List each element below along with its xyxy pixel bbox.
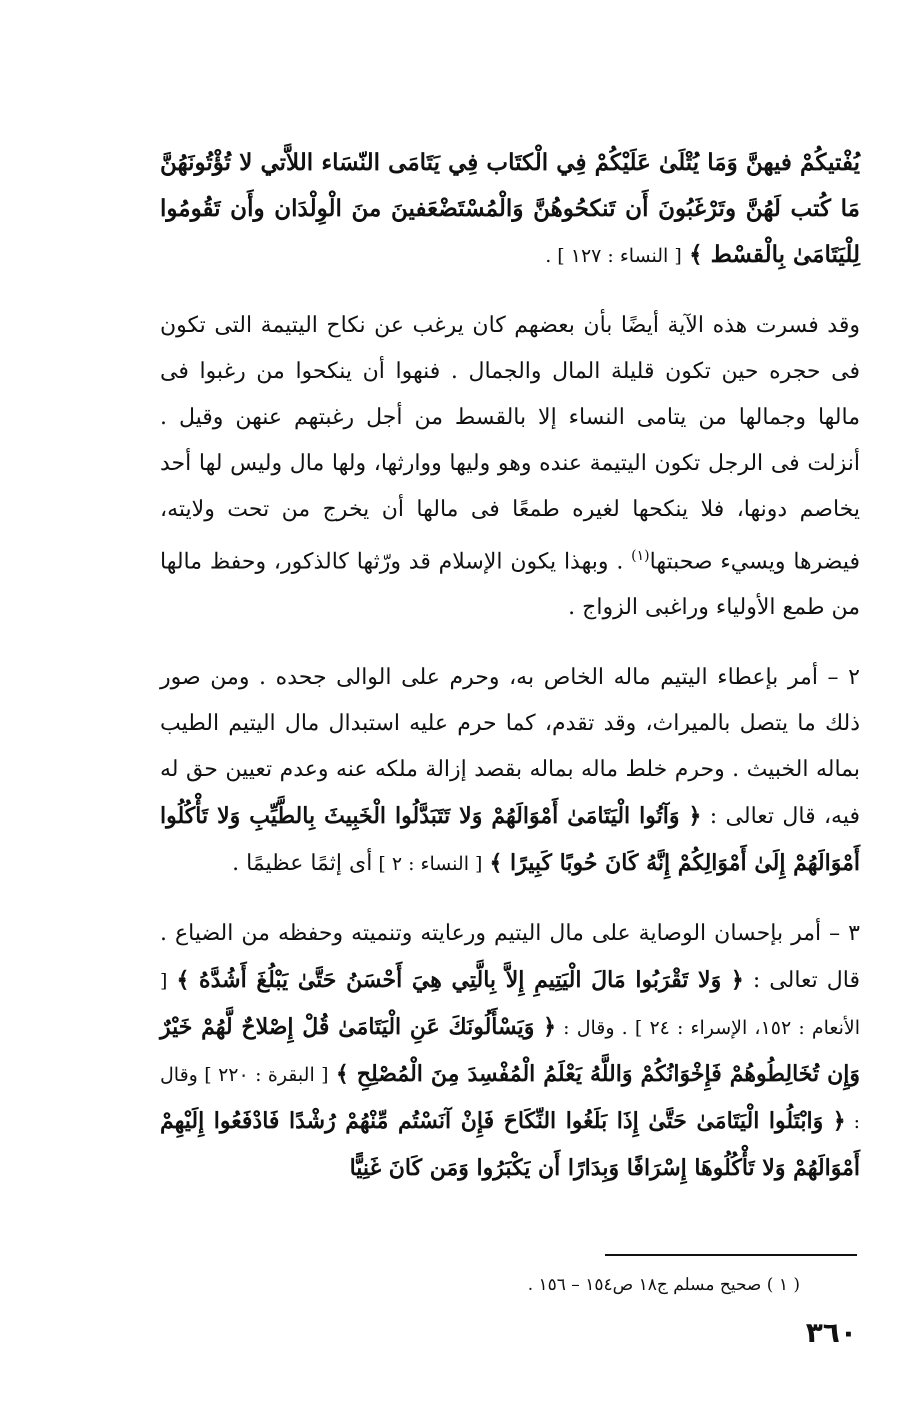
verse-reference: [ النساء : ١٢٧ ] . [545,245,682,267]
verse-reference: [ الأنعام : ١٥٢، الإسراء : ٢٤ ] . وقال : [160,970,860,1040]
point-2 [160,655,860,887]
point-3 [160,911,860,1192]
page-body [160,140,860,1216]
point-2-tail: أى إثمًا عظيمًا . [232,851,373,877]
paragraph-1-end: . وبهذا يكون الإسلام قد ورّثها كالذكور، وحفظ مالها من طمع الأولياء وراغبى الزواج . [160,549,860,621]
paragraph-1 [160,303,860,631]
quran-verse: ﴿ وَابْتَلُوا الْيَتَامَىٰ حَتَّىٰ إِذَا بَلَغُوا النِّكَاحَ فَإِنْ آنَسْتُم مِّنْهُمْ رُشْدًا فَادْفَعُوا إِلَيْهِمْ أَمْوَالَهُمْ وَلا تَأْكُلُوهَا إِسْرَافًا وَبِدَارًا أَن يَكْبَرُوا وَمَن كَانَ غَنِيًّا [160,1108,860,1182]
footnote: ( ١ ) صحيح مسلم ج١٨ ص١٥٤ – ١٥٦ . [527,1275,800,1295]
quran-verse: ﴿ وَلا تَقْرَبُوا مَالَ الْيَتِيمِ إِلاَّ بِالَّتِي هِيَ أَحْسَنُ حَتَّىٰ يَبْلُغَ أَشُدَّهُ ﴾ [176,967,744,994]
quran-verse: يُفْتيكُمْ فيهنَّ وَمَا يُتْلَىٰ عَلَيْكُمْ فِي الْكتَاب فِي يَتَامَى النّسَاء اللاَّتي لا تُؤْتُونَهُنَّ مَا كُتب لَهُنَّ وتَرْغَبُونَ أَن تَنكحُوهُنَّ وَالْمُسْتَضْعَفينَ منَ الْوِلْدَان وأَن تَقُومُوا لِلْيَتَامَىٰ بِالْقسْط ﴾ [160,149,860,268]
point-2-text: ٢ – أمر بإعطاء اليتيم ماله الخاص به، وحرم على الوالى جحده . ومن صور ذلك ما يتصل بالميراث، وقد تقدم، كما حرم عليه استبدال مال اليتيم الطيب بماله الخبيث . وحرم خلط ماله بماله بقصد إزالة ملكه عنه وعدم تعيين حق له فيه، قال تعالى : [160,665,860,830]
quran-verse: ﴿ وَآتُوا الْيَتَامَىٰ أَمْوَالَهُمْ وَلا تَتَبَدَّلُوا الْخَبِيثَ بِالطَّيِّبِ وَلا تَأْكُلُوا أَمْوَالَهُمْ إِلَىٰ أَمْوَالِكُمْ إِنَّهُ كَانَ حُوبًا كَبِيرًا ﴾ [160,803,860,877]
quran-verse: ﴿ وَيَسْأَلُونَكَ عَنِ الْيَتَامَىٰ قُلْ إِصْلاحٌ لَّهُمْ خَيْرٌ وَإِن تُخَالِطُوهُمْ فَإِخْوَانُكُمْ وَاللَّهُ يَعْلَمُ الْمُفْسِدَ مِنَ الْمُصْلِحِ ﴾ [160,1014,861,1088]
verse-reference: [ النساء : ٢ ] [372,853,483,876]
page-number: ٣٦٠ [805,1316,857,1349]
verse-continuation [160,140,860,279]
verse-reference: [ البقرة : ٢٢٠ ] وقال : [160,1064,860,1134]
paragraph-1-text: وقد فسرت هذه الآية أيضًا بأن بعضهم كان يرغب عن نكاح اليتيمة التى تكون فى حجره حين تكون قليلة المال والجمال . فنهوا أن ينكحوا من رغبوا فى مالها وجمالها من يتامى النساء إلا بالقسط من أجل رغبتهم عنهن وقيل . أنزلت فى الرجل تكون اليتيمة عنده وهو وليها ووارثها، ولها مال وليس لها أحد يخاصم دونها، فلا ينكحها لغيره طمعًا فى مالها أن يخرج من تحت ولايته، فيضرها ويسيء صحبتها [160,313,860,575]
footnote-marker: (١) [631,548,650,564]
point-3-text: ٣ – أمر بإحسان الوصاية على مال اليتيم ورعايته وتنميته وحفظه من الضياع . قال تعالى : [160,921,860,994]
footnote-separator [605,1254,857,1256]
